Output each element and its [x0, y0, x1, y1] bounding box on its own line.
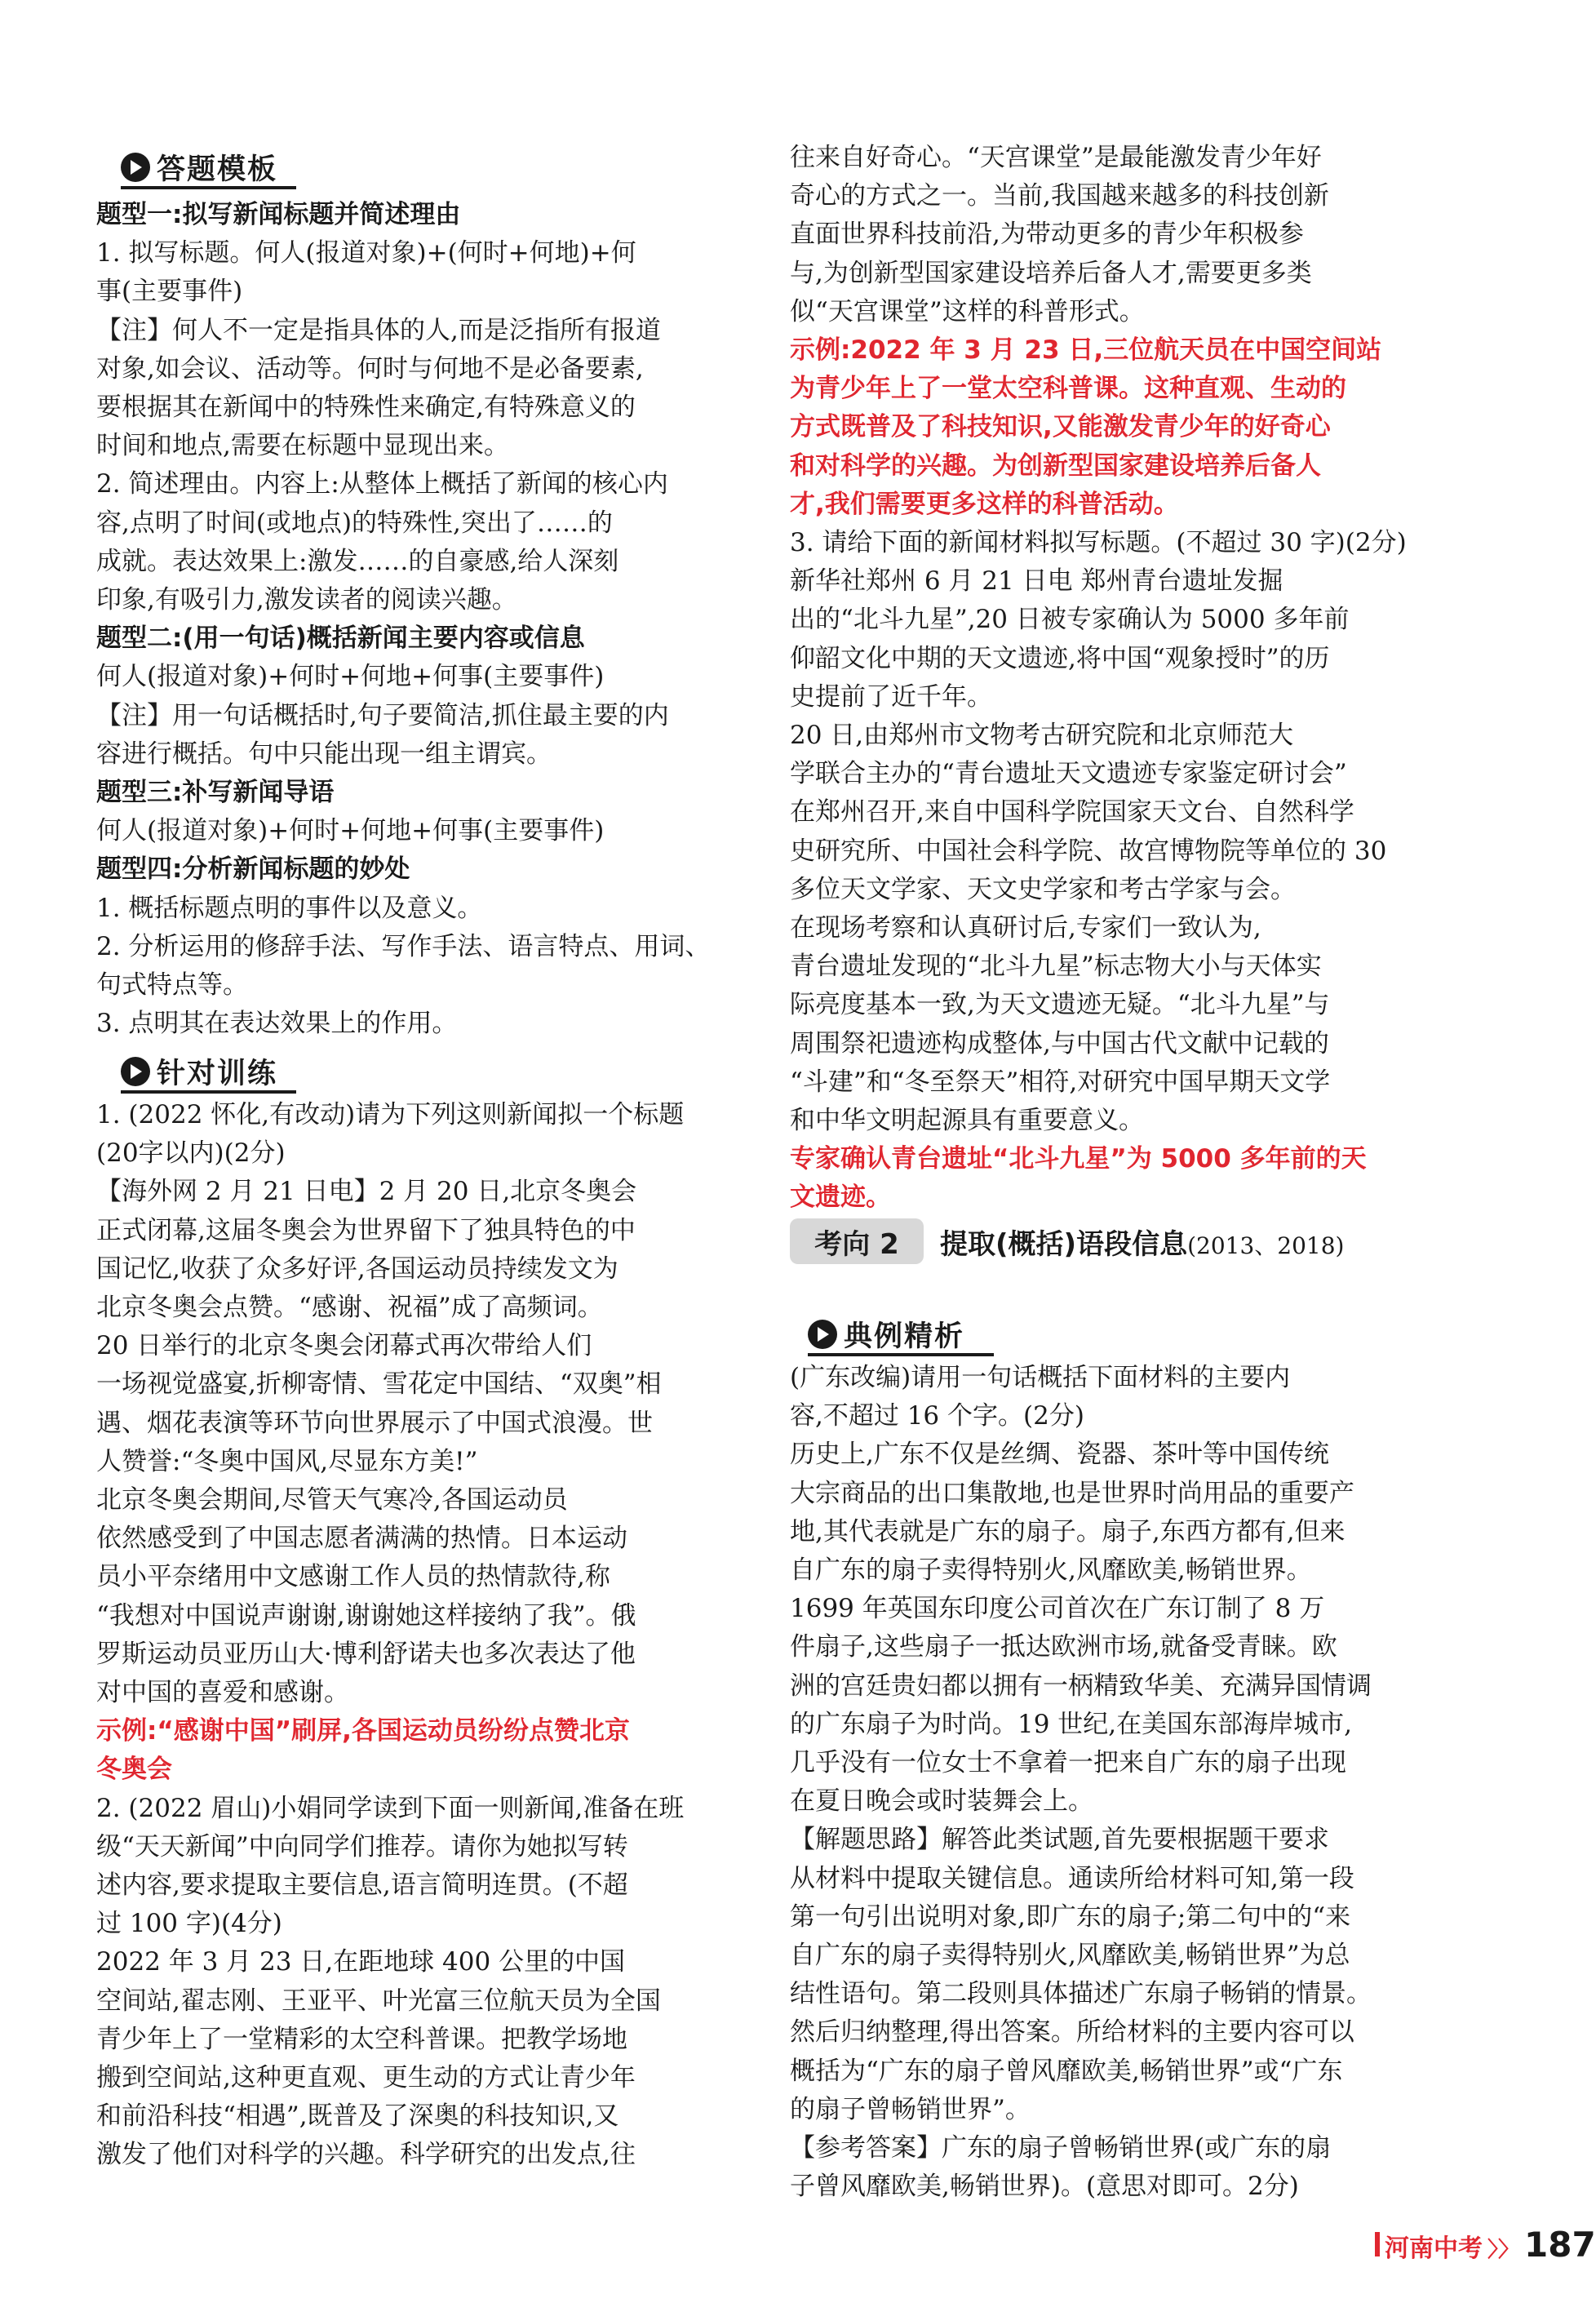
text-line: 2. 分析运用的修辞手法、写作手法、语言特点、用词、	[96, 931, 711, 961]
section-header-answer-template	[121, 147, 277, 188]
question-type-heading: 题型一:拟写新闻标题并简述理由	[96, 200, 461, 229]
text-line: 事(主要事件)	[96, 277, 243, 307]
question-type-heading: 题型三:补写新闻导语	[96, 778, 335, 807]
text-line: 述内容,要求提取主要信息,语言简明连贯。(不超	[96, 1870, 628, 1900]
text-line: 何人(报道对象)+何时+何地+何事(主要事件)	[96, 816, 605, 846]
text-line: 青少年上了一堂精彩的太空科普课。把教学场地	[96, 2024, 627, 2054]
text-line: 青台遗址发现的“北斗九星”标志物大小与天体实	[790, 952, 1322, 982]
text-line: 子曾风靡欧美,畅销世界)。(意思对即可。2分)	[790, 2172, 1299, 2202]
text-line: 对中国的喜爱和感谢。	[96, 1678, 349, 1707]
page-number: 187	[1524, 2225, 1596, 2265]
answer-line: 才,我们需要更多这样的科普活动。	[790, 489, 1179, 519]
text-line: 史提前了近千年。	[790, 681, 992, 712]
text-line: 似“天宫课堂”这样的科普形式。	[790, 296, 1145, 326]
text-line: 新华社郑州 6 月 21 日电 郑州青台遗址发掘	[790, 566, 1283, 597]
answer-line: 示例:2022 年 3 月 23 日,三位航天员在中国空间站	[790, 335, 1382, 365]
text-line: 【海外网 2 月 21 日电】2 月 20 日,北京冬奥会	[96, 1177, 637, 1207]
section-header-label: 针对训练	[157, 1058, 278, 1090]
text-line: 人赞誉:“冬奥中国风,尽显东方美!”	[96, 1446, 478, 1476]
text-line: 国记忆,收获了众多好评,各国运动员持续发文为	[96, 1254, 618, 1284]
text-line: 洲的宫廷贵妇都以拥有一柄精致华美、充满异国情调	[790, 1671, 1372, 1701]
topic-tab: 考向 2	[790, 1218, 924, 1264]
text-line: 历史上,广东不仅是丝绸、瓷器、茶叶等中国传统	[790, 1440, 1329, 1470]
text-line: 在夏日晚会或时装舞会上。	[790, 1786, 1093, 1817]
text-line: 2. 简述理由。内容上:从整体上概括了新闻的核心内	[96, 469, 668, 499]
text-line: 直面世界科技前沿,为带动更多的青少年积极参	[790, 220, 1304, 250]
text-line: 搬到空间站,这种更直观、更生动的方式让青少年	[96, 2063, 636, 2092]
text-line: “我想对中国说声谢谢,谢谢她这样接纳了我”。俄	[96, 1600, 636, 1631]
text-line: 【参考答案】广东的扇子曾畅销世界(或广东的扇	[790, 2133, 1332, 2163]
text-line: 1. 拟写标题。何人(报道对象)+(何时+何地)+何	[96, 238, 636, 268]
text-line: 1699 年英国东印度公司首次在广东订制了 8 万	[790, 1594, 1325, 1624]
text-line: 北京冬奥会期间,尽管天气寒冷,各国运动员	[96, 1485, 568, 1515]
text-line: 然后归纳整理,得出答案。所给材料的主要内容可以	[790, 2017, 1354, 2048]
text-line: 地,其代表就是广东的扇子。扇子,东西方都有,但来	[790, 1516, 1346, 1546]
text-line: 奇心的方式之一。当前,我国越来越多的科技创新	[790, 181, 1329, 211]
text-line: 在现场考察和认真研讨后,专家们一致认为,	[790, 913, 1261, 943]
text-line: 概括为“广东的扇子曾风靡欧美,畅销世界”或“广东	[790, 2056, 1343, 2086]
arrow-circle-icon	[121, 153, 150, 182]
text-line: 周围祭祀遗迹构成整体,与中国古代文献中记载的	[790, 1028, 1329, 1058]
text-line: 空间站,翟志刚、王亚平、叶光富三位航天员为全国	[96, 1986, 661, 2016]
section-header-underline	[121, 186, 296, 189]
answer-line: 和对科学的兴趣。为创新型国家建设培养后备人	[790, 450, 1321, 481]
text-line: 遇、烟花表演等环节向世界展示了中国式浪漫。世	[96, 1408, 653, 1438]
text-line: 容,不超过 16 个字。(2分)	[790, 1401, 1084, 1431]
section-header-label: 典例精析	[844, 1320, 965, 1353]
text-line: 员小平奈绪用中文感谢工作人员的热情款待,称	[96, 1562, 610, 1592]
text-line: 在郑州召开,来自中国科学院国家天文台、自然科学	[790, 797, 1354, 828]
text-line: 自广东的扇子卖得特别火,风靡欧美,畅销世界。	[790, 1555, 1312, 1585]
text-line: 自广东的扇子卖得特别火,风靡欧美,畅销世界”为总	[790, 1941, 1350, 1970]
text-line: 时间和地点,需要在标题中显现出来。	[96, 431, 509, 461]
footer-label: 河南中考	[1385, 2234, 1483, 2263]
footer-bar	[1375, 2232, 1380, 2256]
text-line: 和前沿科技“相遇”,既普及了深奥的科技知识,又	[96, 2101, 619, 2132]
topic-title-text: 提取(概括)语段信息	[940, 1228, 1188, 1261]
text-line: 依然感受到了中国志愿者满满的热情。日本运动	[96, 1524, 627, 1554]
text-line: 际亮度基本一致,为天文遗迹无疑。“北斗九星”与	[790, 990, 1330, 1020]
question-type-heading: 题型四:分析新闻标题的妙处	[96, 854, 410, 885]
text-line: 从材料中提取关键信息。通读所给材料可知,第一段	[790, 1863, 1354, 1893]
text-line: 【注】何人不一定是指具体的人,而是泛指所有报道	[96, 315, 661, 345]
text-line: 何人(报道对象)+何时+何地+何事(主要事件)	[96, 662, 605, 692]
text-line: 件扇子,这些扇子一抵达欧洲市场,就备受青睐。欧	[790, 1632, 1337, 1662]
text-line: 级“天天新闻”中向同学们推荐。请你为她拟写转	[96, 1831, 628, 1861]
text-line: 容进行概括。句中只能出现一组主谓宾。	[96, 739, 552, 769]
text-line: 大宗商品的出口集散地,也是世界时尚用品的重要产	[790, 1478, 1354, 1508]
text-line: 往来自好奇心。“天宫课堂”是最能激发青少年好	[790, 143, 1322, 172]
text-line: 出的“北斗九星”,20 日被专家确认为 5000 多年前	[790, 605, 1350, 635]
arrow-circle-icon	[121, 1057, 150, 1086]
section-header-label: 答题模板	[157, 153, 278, 186]
answer-line: 文遗迹。	[790, 1183, 891, 1213]
text-line: 成就。表达效果上:激发……的自豪感,给人深刻	[96, 546, 619, 576]
text-line: 多位天文学家、天文史学家和考古学家与会。	[790, 874, 1296, 904]
answer-line: 示例:“感谢中国”刷屏,各国运动员纷纷点赞北京	[96, 1716, 630, 1746]
text-line: 20 日举行的北京冬奥会闭幕式再次带给人们	[96, 1331, 592, 1361]
text-line: 2022 年 3 月 23 日,在距地球 400 公里的中国	[96, 1947, 626, 1977]
text-line: 史研究所、中国社会科学院、故宫博物院等单位的 30	[790, 836, 1387, 866]
text-line: 【注】用一句话概括时,句子要简洁,抓住最主要的内	[96, 700, 669, 730]
section-header-example	[808, 1314, 964, 1355]
answer-line: 为青少年上了一堂太空科普课。这种直观、生动的	[790, 374, 1346, 404]
section-header-underline	[808, 1353, 994, 1356]
text-line: 与,为创新型国家建设培养后备人才,需要更多类	[790, 258, 1312, 288]
text-line: 的广东扇子为时尚。19 世纪,在美国东部海岸城市,	[790, 1709, 1353, 1739]
page-footer	[1375, 2225, 1596, 2265]
text-line: 第一句引出说明对象,即广东的扇子;第二句中的“来	[790, 1901, 1351, 1932]
text-line: 和中华文明起源具有重要意义。	[790, 1106, 1144, 1135]
text-line: (广东改编)请用一句话概括下面材料的主要内	[790, 1363, 1291, 1392]
text-line: 的扇子曾畅销世界”。	[790, 2094, 1031, 2124]
text-line: 容,点明了时间(或地点)的特殊性,突出了……的	[96, 508, 613, 538]
arrow-circle-icon	[808, 1320, 837, 1349]
text-line: 【解题思路】解答此类试题,首先要根据题干要求	[790, 1825, 1329, 1855]
text-line: 句式特点等。	[96, 970, 248, 1000]
text-line: 印象,有吸引力,激发读者的阅读兴趣。	[96, 585, 517, 615]
text-line: (20字以内)(2分)	[96, 1138, 286, 1169]
text-line: 3. 请给下面的新闻材料拟写标题。(不超过 30 字)(2分)	[790, 528, 1407, 557]
text-line: 3. 点明其在表达效果上的作用。	[96, 1009, 458, 1039]
section-header-training	[121, 1051, 277, 1092]
text-line: 仰韶文化中期的天文遗迹,将中国“观象授时”的历	[790, 643, 1330, 673]
text-line: 正式闭幕,这届冬奥会为世界留下了独具特色的中	[96, 1215, 636, 1245]
answer-line: 专家确认青台遗址“北斗九星”为 5000 多年前的天	[790, 1144, 1367, 1174]
text-line: 20 日,由郑州市文物考古研究院和北京师范大	[790, 721, 1294, 750]
text-line: 1. 概括标题点明的事件以及意义。	[96, 893, 483, 923]
text-line: 学联合主办的“青台遗址天文遗迹专家鉴定研讨会”	[790, 759, 1347, 789]
footer-arrows: 〉〉	[1487, 2238, 1520, 2262]
text-line: 结性语句。第二段则具体描述广东扇子畅销的情景。	[790, 1979, 1372, 2009]
text-line: 过 100 字)(4分)	[96, 1909, 282, 1939]
text-line: 几乎没有一位女士不拿着一把来自广东的扇子出现	[790, 1748, 1346, 1777]
answer-line: 方式既普及了科技知识,又能激发青少年的好奇心	[790, 412, 1331, 442]
topic-years: (2013、2018)	[1187, 1232, 1345, 1259]
answer-line: 冬奥会	[96, 1755, 172, 1785]
text-line: 罗斯运动员亚历山大·博利舒诺夫也多次表达了他	[96, 1639, 636, 1669]
text-line: 激发了他们对科学的兴趣。科学研究的出发点,往	[96, 2140, 636, 2170]
text-line: 北京冬奥会点赞。“感谢、祝福”成了高频词。	[96, 1293, 603, 1322]
text-line: 对象,如会议、活动等。何时与何地不是必备要素,	[96, 353, 644, 384]
section-header-underline	[121, 1090, 296, 1094]
question-type-heading: 题型二:(用一句话)概括新闻主要内容或信息	[96, 623, 585, 654]
text-line: 2. (2022 眉山)小娟同学读到下面一则新闻,准备在班	[96, 1793, 685, 1823]
text-line: “斗建”和“冬至祭天”相符,对研究中国早期天文学	[790, 1067, 1331, 1097]
topic-title	[940, 1222, 1344, 1262]
text-line: 1. (2022 怀化,有改动)请为下列这则新闻拟一个标题	[96, 1100, 685, 1129]
text-line: 要根据其在新闻中的特殊性来确定,有特殊意义的	[96, 393, 636, 422]
text-line: 一场视觉盛宴,折柳寄情、雪花定中国结、“双奥”相	[96, 1369, 662, 1400]
